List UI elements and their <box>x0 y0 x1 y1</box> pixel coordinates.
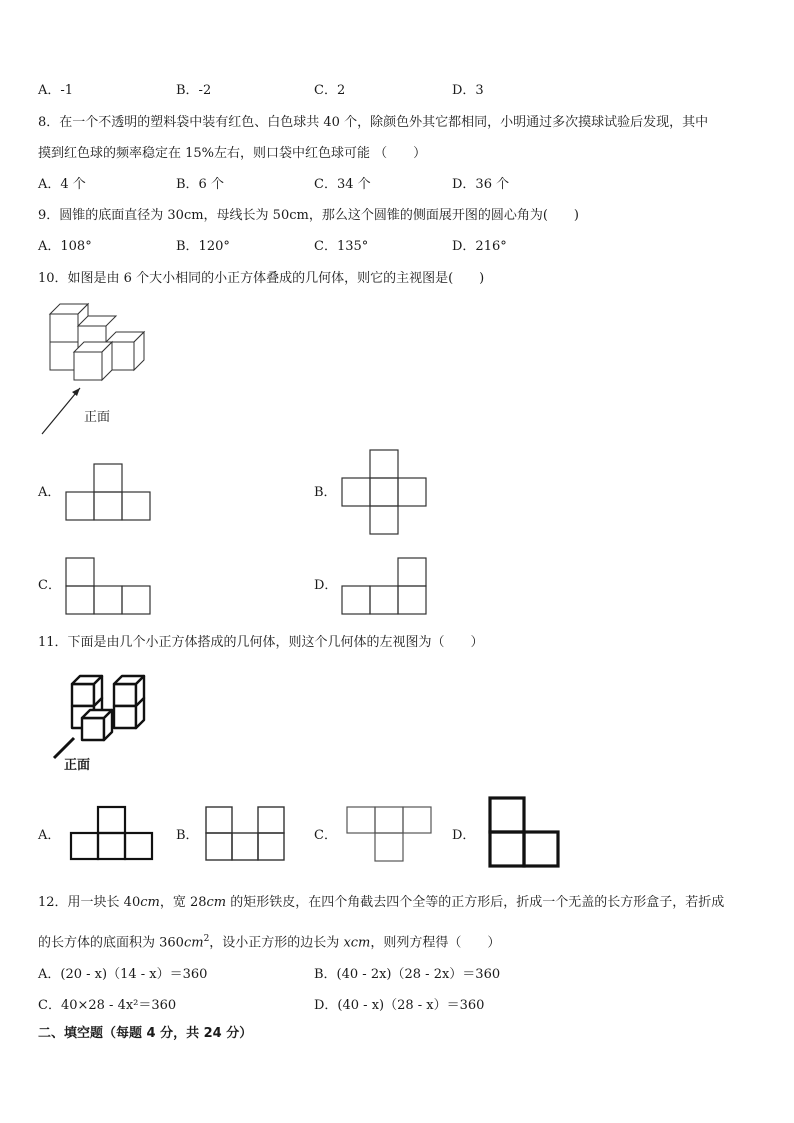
q11-option-c-label: C． <box>314 828 337 843</box>
q8-stem-line2: 摸到红色球的频率稳定在 15%左右，则口袋中红色球可能 （ ） <box>38 146 427 161</box>
q9-option-c: C．135° <box>314 239 369 254</box>
q11-option-a-view <box>68 804 156 862</box>
q12-unit-cm2: cm <box>183 935 204 951</box>
q12-line1-part-b: ，宽 28 <box>159 895 207 910</box>
q12-option-a: A．(20 - x)（14 - x）＝360 <box>38 967 208 982</box>
q10-option-b-view <box>340 448 430 538</box>
q7-option-b: B．-2 <box>176 83 212 98</box>
section2-title: 二、填空题（每题 4 分，共 24 分） <box>38 1026 253 1041</box>
q9-option-a: A．108° <box>38 239 92 254</box>
q8-option-d: D．36 个 <box>452 177 510 192</box>
q12-stem-line1 <box>38 894 724 912</box>
q11-stem: 11．下面是由几个小正方体搭成的几何体，则这个几何体的左视图为（ ） <box>38 635 484 650</box>
q11-option-c-view <box>344 804 434 864</box>
q11-option-b-view <box>202 804 290 864</box>
q12-unit-cm: cm <box>140 895 160 910</box>
q8-stem-line1: 8．在一个不透明的塑料袋中装有红色、白色球共 40 个，除颜色外其它都相同，小明通过多次摸球试验后发现，其中 <box>38 115 709 130</box>
q11-option-b-label: B． <box>176 828 199 843</box>
q12-option-b: B．(40 - 2x)（28 - 2x）＝360 <box>314 967 501 982</box>
q8-option-a: A．4 个 <box>38 177 86 192</box>
q12-superscript-2: 2 <box>203 934 210 944</box>
q10-option-d-label: D． <box>314 578 338 593</box>
q10-option-c-view <box>64 556 154 616</box>
q12-variable-x: xcm <box>343 935 371 951</box>
q10-option-a-view <box>64 462 154 522</box>
q10-figure-label: 正面 <box>84 410 111 425</box>
q12-line2-part-c: ，则列方程得（ ） <box>370 935 501 951</box>
q12-stem-line2 <box>38 930 500 952</box>
q10-option-b-label: B． <box>314 485 337 500</box>
q11-option-d-view <box>486 794 562 870</box>
q11-option-d-label: D． <box>452 828 476 843</box>
q9-option-b: B．120° <box>176 239 230 254</box>
q10-option-d-view <box>340 556 430 616</box>
q8-option-b: B．6 个 <box>176 177 224 192</box>
q12-line2-part-b: ，设小正方形的边长为 <box>209 935 344 951</box>
q11-cube-figure <box>48 670 158 765</box>
q10-option-a-label: A． <box>38 485 61 500</box>
q9-stem: 9．圆锥的底面直径为 30cm，母线长为 50cm，那么这个圆锥的侧面展开图的圆心角为( ) <box>38 208 579 223</box>
q10-option-c-label: C． <box>38 578 61 593</box>
q12-unit-cm-2: cm <box>206 895 227 910</box>
q12-line1-part-a: 12．用一块长 40 <box>38 895 141 910</box>
q7-option-d: D．3 <box>452 83 484 98</box>
q8-option-c: C．34 个 <box>314 177 371 192</box>
q7-option-c: C．2 <box>314 83 346 98</box>
q11-figure-label: 正面 <box>64 758 91 773</box>
q12-option-d: D．(40 - x)（28 - x）＝360 <box>314 998 485 1013</box>
q12-option-c: C．40×28 - 4x²＝360 <box>38 998 177 1013</box>
q10-stem: 10．如图是由 6 个大小相同的小正方体叠成的几何体，则它的主视图是( ) <box>38 271 485 286</box>
q9-option-d: D．216° <box>452 239 507 254</box>
q12-line2-part-a: 的长方体的底面积为 360 <box>38 935 184 951</box>
q11-option-a-label: A． <box>38 828 61 843</box>
q7-option-a: A．-1 <box>38 83 74 98</box>
q12-line1-part-c: 的矩形铁皮，在四个角截去四个全等的正方形后，折成一个无盖的长方形盒子，若折成 <box>226 895 725 910</box>
